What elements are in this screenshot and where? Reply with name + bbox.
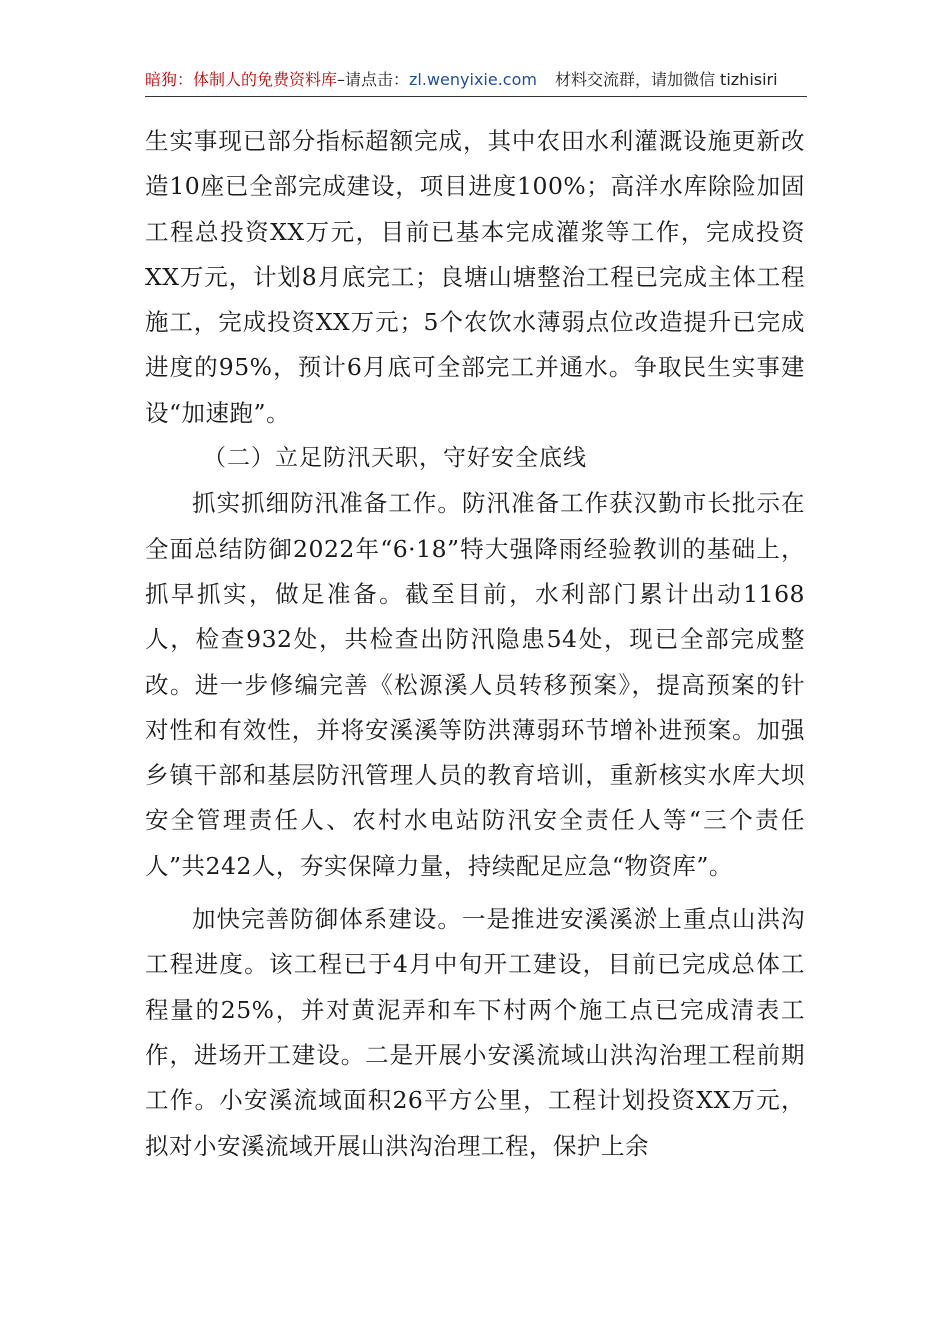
paragraph-2: 抓实抓细防汛准备工作。防汛准备工作获汉勤市长批示在全面总结防御2022年“6·18”特大强降雨经验教训的基础上，抓早抓实，做足准备。截至目前，水利部门累计出动1168人，检查932处，共检查出防汛隐患54处，现已全部完成整改。进一步修编完善《松源溪人员转移预案》，提高预案的针对性和有效性，并将安溪溪等防洪薄弱环节增补进预案。加强乡镇干部和基层防汛管理人员的教育培训，重新核实水库大坝安全管理责任人、农村水电站防汛安全责任人等“三个责任人”共242人，夯实保障力量，持续配足应急“物资库”。	[145, 489, 805, 880]
header-brand: 暗狗：体制人的免费资料库	[145, 70, 338, 89]
paragraph-1: 生实事现已部分指标超额完成，其中农田水利灌溉设施更新改造10座已全部完成建设，项目进度100%；高洋水库除险加固工程总投资XX万元，目前已基本完成灌浆等工作，完成投资XX万元，计划8月底完工；良塘山塘整治工程已完成主体工程施工，完成投资XX万元；5个农饮水薄弱点位改造提升已完成进度的95%，预计6月底可全部完工并通水。争取民生实事建设“加速跑”。	[145, 127, 805, 427]
header-separator: –请点击：	[337, 70, 410, 89]
page-header	[145, 66, 807, 97]
header-wechat: 材料交流群，请加微信 tizhisiri	[554, 70, 778, 89]
paragraph-3: 加快完善防御体系建设。一是推进安溪溪淤上重点山洪沟工程进度。该工程已于4月中旬开工建设，目前已完成总体工程量的25%，并对黄泥弄和车下村两个施工点已完成清表工作，进场开工建设。二是开展小安溪流域山洪沟治理工程前期工作。小安溪流域面积26平方公里，工程计划投资XX万元，拟对小安溪流域开展山洪沟治理工程，保护上余	[145, 905, 805, 1160]
document-body	[145, 119, 805, 1169]
section-heading: （二）立足防汛天职，守好安全底线	[203, 445, 587, 472]
header-link[interactable]: zl.wenyixie.com	[409, 70, 537, 89]
